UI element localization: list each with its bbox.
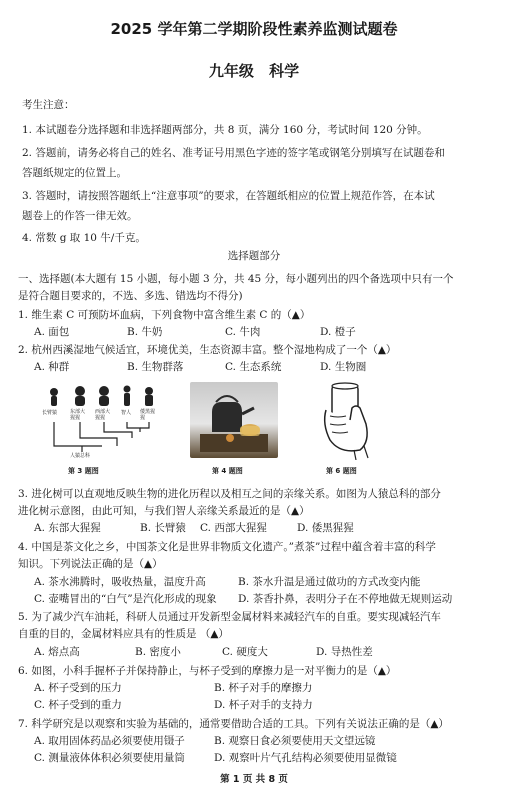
q4-stem: 4. 中国是茶文化之乡，中国茶文化是世界非物质文化遗产。”煮茶”过程中蕴含着丰富的科学 bbox=[18, 541, 436, 553]
notice-item-3: 3. 答题时，请按照答题纸上“注意事项”的要求，在答题纸相应的位置上规范作答，在本试 bbox=[22, 190, 435, 202]
fig3-root-label: 人猿总科 bbox=[70, 453, 91, 459]
q4-option-d: D. 茶香扑鼻，表明分子在不停地做无规则运动 bbox=[238, 593, 453, 605]
q6-option-a: A. 杯子受到的压力 bbox=[34, 682, 122, 694]
q1-stem: 1. 维生素 C 可预防坏血病，下列食物中富含维生素 C 的（▲） bbox=[18, 309, 311, 321]
fig3-label-4: 智人 bbox=[121, 410, 132, 416]
section-intro-cont: 是符合题目要求的，不选、多选、错选均不得分) bbox=[18, 290, 243, 302]
q6-option-b: B. 杯子对手的摩擦力 bbox=[214, 682, 313, 694]
q7-option-c: C. 测量液体体积必须要使用量筒 bbox=[34, 752, 185, 764]
q6-stem: 6. 如图，小科手握杯子并保持静止，与杯子受到的摩擦力是一对平衡力的是（▲） bbox=[18, 665, 397, 677]
figure-4-caption: 第 4 题图 bbox=[212, 467, 243, 475]
q3-option-d: D. 倭黑猩猩 bbox=[297, 522, 354, 534]
q4-option-c: C. 壶嘴冒出的“白气”是汽化形成的现象 bbox=[34, 593, 217, 605]
q2-option-d: D. 生物圈 bbox=[320, 361, 367, 373]
figure-6-hand-cup bbox=[316, 380, 378, 460]
q3-stem: 3. 进化树可以直观地反映生物的进化历程以及相互之间的亲缘关系。如图为人猿总科的部分 bbox=[18, 488, 441, 500]
q5-stem-cont: 自重的目的，金属材料应具有的性质是 （▲） bbox=[18, 628, 229, 640]
figure-3-caption: 第 3 题图 bbox=[68, 467, 99, 475]
section-intro: 一、选择题(本大题有 15 小题，每小题 3 分，共 45 分，每小题列出的四个备选项中只有一个 bbox=[18, 273, 454, 285]
exam-title: 2025 学年第二学期阶段性素养监测试题卷 bbox=[110, 20, 398, 38]
page-footer: 第 1 页 共 8 页 bbox=[220, 774, 288, 785]
q4-option-b: B. 茶水升温是通过做功的方式改变内能 bbox=[238, 576, 421, 588]
notice-item-1: 1. 本试题卷分选择题和非选择题两部分，共 8 页，满分 160 分，考试时间 120 分钟。 bbox=[22, 124, 428, 136]
q5-option-d: D. 导热性差 bbox=[316, 646, 373, 658]
q3-stem-cont: 进化树示意图，由此可知，与我们智人亲缘关系最近的是（▲） bbox=[18, 505, 310, 517]
q1-option-c: C. 牛肉 bbox=[225, 326, 261, 338]
q1-option-a: A. 面包 bbox=[34, 326, 70, 338]
notice-item-3-cont: 题卷上的作答一律无效。 bbox=[22, 210, 138, 222]
q5-stem: 5. 为了减少汽车油耗，科研人员通过开发新型金属材料来减轻汽车的自重。要实现减轻汽车 bbox=[18, 611, 441, 623]
q7-stem: 7. 科学研究是以观察和实验为基础的，通常要借助合适的工具。下列有关说法正确的是（▲） bbox=[18, 718, 449, 730]
figure-4-tea-photo bbox=[190, 382, 278, 458]
q3-option-c: C. 西部大猩猩 bbox=[200, 522, 267, 534]
q2-stem: 2. 杭州西溪湿地气候适宜，环境优美，生态资源丰富。整个湿地构成了一个（▲） bbox=[18, 344, 397, 356]
q7-option-b: B. 观察日食必须要使用天文望远镜 bbox=[214, 735, 376, 747]
q5-option-a: A. 熔点高 bbox=[34, 646, 80, 658]
notice-heading: 考生注意： bbox=[22, 99, 75, 111]
q2-option-b: B. 生物群落 bbox=[127, 361, 184, 373]
q3-option-b: B. 长臂猿 bbox=[140, 522, 186, 534]
notice-item-2: 2. 答题前，请务必将自己的姓名、准考证号用黑色字迹的签字笔或钢笔分别填写在试题卷和 bbox=[22, 147, 445, 159]
section-title: 选择题部分 bbox=[227, 250, 281, 262]
q5-option-b: B. 密度小 bbox=[135, 646, 181, 658]
notice-item-4: 4. 常数 g 取 10 牛/千克。 bbox=[22, 232, 146, 244]
fig3-label-1: 长臂猿 bbox=[42, 410, 58, 416]
fig3-label-3: 西部大猩猩 bbox=[95, 409, 111, 421]
q3-option-a: A. 东部大猩猩 bbox=[34, 522, 101, 534]
q6-option-c: C. 杯子受到的重力 bbox=[34, 699, 122, 711]
q5-option-c: C. 硬度大 bbox=[222, 646, 268, 658]
q4-stem-cont: 知识。下列说法正确的是（▲） bbox=[18, 558, 163, 570]
q7-option-a: A. 取用固体药品必须要使用镊子 bbox=[34, 735, 185, 747]
q6-option-d: D. 杯子对手的支持力 bbox=[214, 699, 313, 711]
exam-subtitle: 九年级 科学 bbox=[208, 62, 300, 80]
q1-option-b: B. 牛奶 bbox=[127, 326, 163, 338]
fig3-label-5: 倭黑猩猩 bbox=[140, 409, 156, 421]
q7-option-d: D. 观察叶片气孔结构必须要使用显微镜 bbox=[214, 752, 397, 764]
figure-6-caption: 第 6 题图 bbox=[326, 467, 357, 475]
q2-option-a: A. 种群 bbox=[34, 361, 70, 373]
fig3-label-2: 东部大猩猩 bbox=[70, 409, 86, 421]
q2-option-c: C. 生态系统 bbox=[225, 361, 282, 373]
q1-option-d: D. 橙子 bbox=[320, 326, 356, 338]
notice-item-2-cont: 答题纸规定的位置上。 bbox=[22, 167, 127, 179]
q4-option-a: A. 茶水沸腾时，吸收热量，温度升高 bbox=[34, 576, 206, 588]
